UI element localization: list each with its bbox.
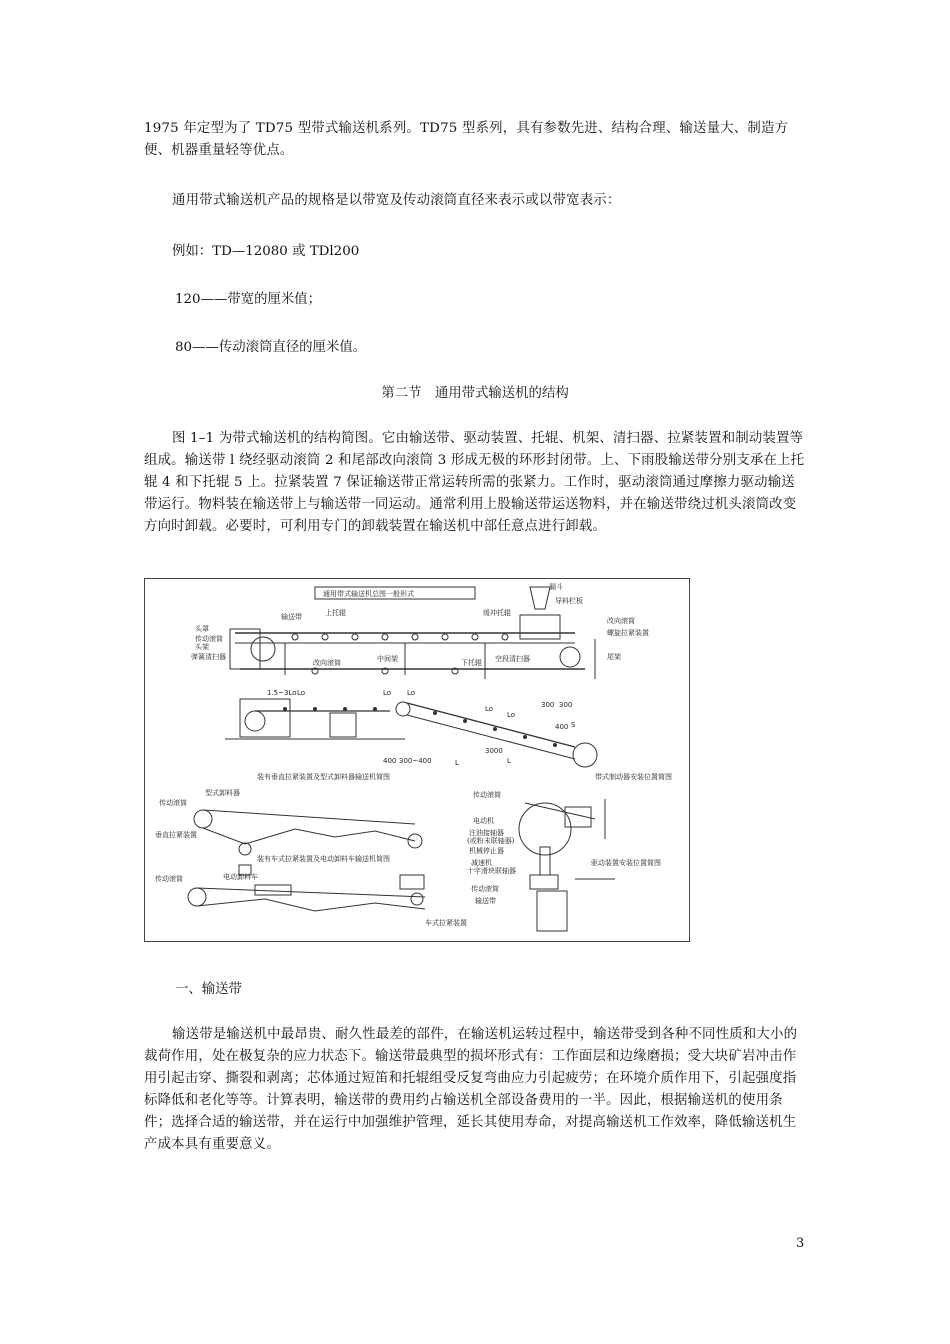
dim-lo-1: Lo (297, 689, 306, 697)
label-spring-cleaner: 弹簧清扫器 (191, 653, 226, 661)
dim-300-400: 300~400 (399, 757, 432, 765)
width-line: 120——带宽的厘米值； (175, 292, 322, 307)
label-hopper: 漏斗 (549, 583, 563, 591)
section-title: 第二节 通用带式输送机的结构 (381, 386, 569, 401)
dim-lo-2: Lo (383, 689, 392, 697)
dim-S: S (571, 721, 576, 729)
label-backstop: 机械停止器 (469, 847, 504, 855)
dim-300a: 300 (541, 701, 555, 709)
label-lower-idler: 下托辊 (461, 659, 482, 667)
example-line: 例如：TD—12080 或 TDl200 (172, 244, 360, 259)
label-belt: 输送带 (281, 613, 302, 621)
conveyor-structure-figure (144, 578, 690, 942)
label-electric-car: 电动卸料车 (223, 873, 258, 881)
label-tail-bend-pulley: 改向滚筒 (607, 617, 635, 625)
dim-L1: L (455, 759, 459, 767)
paragraph-structure: 图 1–1 为带式输送机的结构简图。它由输送带、驱动装置、托辊、机架、清扫器、拉紧装置和制动装置等组成。输送带 l 绕经驱动滚筒 2 和尾部改向滚筒 3 形成无极的环形封闭带。上、下雨股输送带分别支承在上托辊 4 和下托辊 5 上。拉紧装置 7 保证输送带正常运转所需的张紧力。工作时，驱动滚筒通过摩擦力驱动输送带运行。物料装在输送带上与输送带一同运动。通常利用上股输送带运送物料，并在输送带绕过机头滚筒改变方向时卸载。必要时，可利用专门的卸载装置在输送机中部任意点进行卸载。 (144, 431, 805, 534)
label-drive-pulley-2: 传动滚筒 (159, 799, 187, 807)
label-empty-cleaner: 空段清扫器 (495, 655, 530, 663)
dim-lo-4: Lo (485, 705, 494, 713)
label-plow-discharger: 型式卸料器 (205, 789, 240, 797)
label-head-cover: 头罩 (195, 625, 209, 633)
dim-400a: 400 (555, 723, 569, 731)
label-middle-frame: 中间架 (377, 655, 398, 663)
dim-300b: 300 (559, 701, 573, 709)
label-screw-takeup: 螺旋拉紧装置 (607, 629, 649, 637)
label-tail-frame: 尾架 (607, 653, 621, 661)
caption-car-takeup: 装有车式拉紧装置及电动卸料车输送机简图 (257, 855, 390, 863)
label-head-frame: 头架 (195, 643, 209, 651)
dim-lo-5: Lo (507, 711, 516, 719)
caption-vertical-takeup: 装有垂直拉紧装置及型式卸料器输送机简图 (257, 773, 390, 781)
label-bend-pulley: 改向滚筒 (313, 659, 341, 667)
caption-drive-position: 驱动装置安装位置简图 (591, 859, 661, 867)
figure-title: 通用带式输送机总图一般形式 (323, 590, 414, 598)
label-buffer-idler: 缓冲托辊 (483, 609, 511, 617)
subsection-title: 一、输送带 (175, 982, 242, 997)
label-drive-pulley-5: 传动滚筒 (471, 885, 499, 893)
paragraph-spec: 通用带式输送机产品的规格是以带宽及传动滚筒直径来表示或以带宽表示： (172, 193, 621, 208)
label-coupling: 注油接轴器 (469, 829, 504, 837)
conveyor-diagram (145, 579, 691, 943)
paragraph-belt: 输送带是输送机中最昂贵、耐久性最差的部件，在输送机运转过程中，输送带受到各种不同性质和大小的裁荷作用，处在极复杂的应力状态下。输送带最典型的损坏形式有：工作面层和边缘磨损；受大块矿岩冲击作用引起击穿、撕裂和剥离；芯体通过短笛和托辊组受反复弯曲应力引起疲劳；在环境介质作用下，引起强度指标降低和老化等等。计算表明，输送带的费用约占输送机全部设备费用的一半。因此，根据输送机的使用条件；选择合适的输送带，并在运行中加强维护管理，延长其使用寿命，对提高输送机工作效率，降低输送机生产成本具有重要意义。 (144, 1027, 798, 1152)
caption-brake: 带式制动器安装位置简图 (595, 773, 672, 781)
label-upper-idler: 上托辊 (325, 609, 346, 617)
label-drive-pulley-4: 传动滚筒 (473, 791, 501, 799)
dim-L2: L (507, 757, 511, 765)
label-belt-2: 输送带 (475, 897, 496, 905)
label-powder-coupling: (或粉末联轴器) (467, 837, 515, 845)
label-reducer: 减速机 (471, 859, 492, 867)
diameter-line: 80——传动滚筒直径的厘米值。 (175, 340, 367, 355)
label-guide-board: 导料栏板 (555, 597, 583, 605)
label-motor: 电动机 (473, 817, 494, 825)
dim-1: 1.5~3Lo (267, 689, 297, 697)
label-drive-pulley: 传动滚筒 (195, 635, 223, 643)
page-number: 3 (796, 1236, 805, 1251)
label-drive-pulley-3: 传动滚筒 (155, 875, 183, 883)
paragraph-intro: 1975 年定型为了 TD75 型带式输送机系列。TD75 型系列，具有参数先进、结构合理、输送量大、制造方便、机器重量轻等优点。 (144, 121, 789, 158)
label-cross-coupling: 十字滑块联轴器 (467, 867, 516, 875)
label-car-takeup: 车式拉紧装置 (425, 919, 467, 927)
dim-lo-3: Lo (407, 689, 416, 697)
dim-3000: 3000 (485, 747, 503, 755)
label-vertical-takeup: 垂直拉紧装置 (155, 831, 197, 839)
dim-400b: 400 (383, 757, 397, 765)
